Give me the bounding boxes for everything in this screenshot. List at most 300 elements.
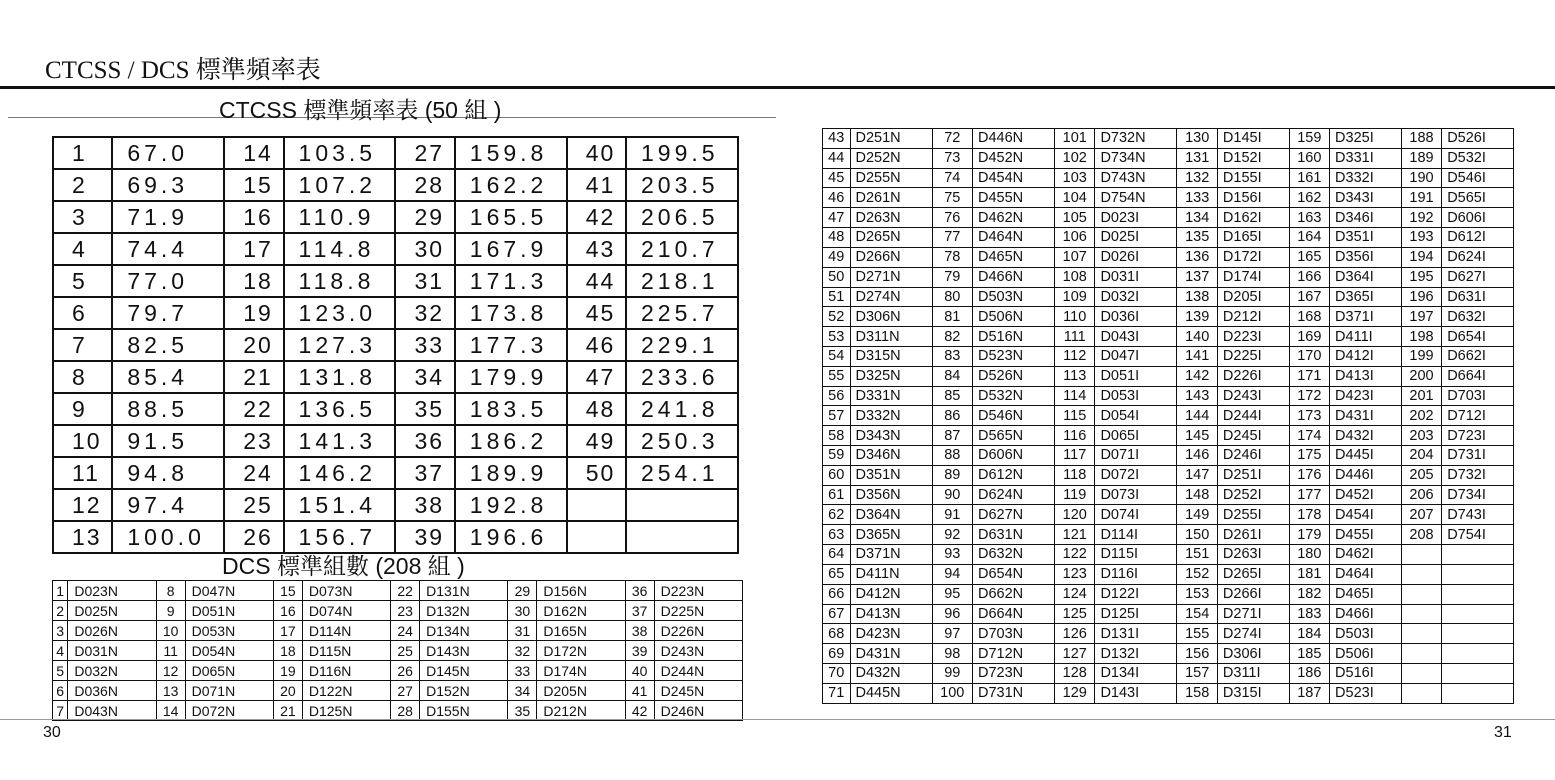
- table-cell-value: 69.3: [112, 169, 224, 201]
- table-cell-value: 74.4: [112, 233, 224, 265]
- table-cell-value: [1442, 683, 1514, 703]
- table-cell-index: 155: [1177, 624, 1217, 644]
- table-cell-value: D754I: [1442, 525, 1514, 545]
- table-cell-index: 203: [1401, 426, 1441, 446]
- table-cell-value: D212I: [1217, 307, 1289, 327]
- table-row: [53, 233, 738, 265]
- table-cell-index: 52: [823, 307, 851, 327]
- table-cell-index: 60: [823, 465, 851, 485]
- table-cell-index: 28: [391, 701, 420, 721]
- table-cell-value: D165N: [537, 621, 625, 641]
- table-cell-index: 202: [1401, 406, 1441, 426]
- table-cell-value: D047N: [185, 581, 273, 601]
- table-cell-index: 69: [823, 644, 851, 664]
- table-cell-value: D546N: [972, 406, 1054, 426]
- table-cell-value: D734N: [1095, 148, 1177, 168]
- table-cell-index: 18: [224, 265, 283, 297]
- table-cell-index: 192: [1401, 208, 1441, 228]
- table-cell-index: 83: [932, 346, 972, 366]
- table-cell-value: D255N: [850, 168, 932, 188]
- table-cell-value: D131N: [420, 581, 508, 601]
- table-cell-index: 56: [823, 386, 851, 406]
- table-row: [823, 287, 1514, 307]
- table-cell-index: 197: [1401, 307, 1441, 327]
- table-cell-value: D455I: [1330, 525, 1402, 545]
- table-cell-index: 106: [1055, 228, 1095, 248]
- table-cell-value: 179.9: [455, 361, 567, 393]
- table-cell-index: 93: [932, 545, 972, 565]
- table-cell-index: 189: [1401, 148, 1441, 168]
- table-cell-value: D465I: [1330, 584, 1402, 604]
- table-row: [823, 327, 1514, 347]
- table-cell-index: 15: [224, 169, 283, 201]
- table-cell-value: 103.5: [284, 137, 396, 169]
- table-cell-index: 160: [1289, 148, 1329, 168]
- table-cell-index: 50: [823, 267, 851, 287]
- table-cell-index: 172: [1289, 386, 1329, 406]
- table-cell-index: 181: [1289, 564, 1329, 584]
- table-cell-value: D265N: [850, 228, 932, 248]
- table-cell-index: 154: [1177, 604, 1217, 624]
- table-cell-index: 36: [395, 425, 454, 457]
- table-cell-index: 103: [1055, 168, 1095, 188]
- table-cell-value: D346N: [850, 446, 932, 466]
- table-cell-value: D723N: [972, 663, 1054, 683]
- table-cell-index: 2: [53, 169, 112, 201]
- table-cell-value: D226N: [654, 621, 742, 641]
- table-cell-value: D315N: [850, 346, 932, 366]
- table-cell-index: 166: [1289, 267, 1329, 287]
- table-cell-value: 196.6: [455, 521, 567, 553]
- table-cell-index: 35: [395, 393, 454, 425]
- table-cell-value: D252N: [850, 148, 932, 168]
- table-cell-index: 45: [823, 168, 851, 188]
- table-cell-value: [1442, 564, 1514, 584]
- table-cell-value: D143I: [1095, 683, 1177, 703]
- table-cell-value: D664N: [972, 604, 1054, 624]
- table-row: [823, 446, 1514, 466]
- table-cell-index: 22: [391, 581, 420, 601]
- table-cell-index: 109: [1055, 287, 1095, 307]
- table-cell-index: 153: [1177, 584, 1217, 604]
- table-cell-value: D026N: [68, 621, 156, 641]
- table-cell-value: D654N: [972, 564, 1054, 584]
- table-cell-index: 84: [932, 366, 972, 386]
- table-cell-index: 23: [391, 601, 420, 621]
- table-cell-value: D251I: [1217, 465, 1289, 485]
- table-cell-value: 233.6: [626, 361, 738, 393]
- table-cell-value: 67.0: [112, 137, 224, 169]
- table-cell-index: 104: [1055, 188, 1095, 208]
- table-cell-index: 142: [1177, 366, 1217, 386]
- table-cell-index: 140: [1177, 327, 1217, 347]
- table-cell-index: 130: [1177, 129, 1217, 149]
- table-cell-value: D132N: [420, 601, 508, 621]
- table-cell-index: 67: [823, 604, 851, 624]
- table-cell-index: 10: [156, 621, 185, 641]
- table-cell-value: D452N: [972, 148, 1054, 168]
- table-cell-value: D315I: [1217, 683, 1289, 703]
- table-cell-value: D054N: [185, 641, 273, 661]
- table-cell-index: 45: [567, 297, 626, 329]
- table-cell-value: 91.5: [112, 425, 224, 457]
- table-cell-value: D446I: [1330, 465, 1402, 485]
- table-row: [53, 701, 743, 721]
- table-cell-index: 116: [1055, 426, 1095, 446]
- table-cell-index: 23: [224, 425, 283, 457]
- table-cell-value: D631N: [972, 525, 1054, 545]
- table-cell-index: 47: [567, 361, 626, 393]
- table-cell-index: 182: [1289, 584, 1329, 604]
- table-cell-value: D371N: [850, 545, 932, 565]
- table-cell-index: 110: [1055, 307, 1095, 327]
- table-cell-index: 38: [625, 621, 654, 641]
- table-cell-value: 171.3: [455, 265, 567, 297]
- table-cell-value: D411N: [850, 564, 932, 584]
- table-row: [823, 148, 1514, 168]
- table-cell-value: [1442, 604, 1514, 624]
- table-cell-index: 156: [1177, 644, 1217, 664]
- table-cell-value: D431I: [1330, 406, 1402, 426]
- table-cell-value: D266I: [1217, 584, 1289, 604]
- table-cell-value: [1442, 663, 1514, 683]
- table-cell-index: 39: [625, 641, 654, 661]
- table-cell-index: [567, 521, 626, 553]
- table-cell-index: 94: [932, 564, 972, 584]
- table-cell-value: D115N: [302, 641, 390, 661]
- table-cell-value: D246N: [654, 701, 742, 721]
- table-cell-index: 118: [1055, 465, 1095, 485]
- table-row: [823, 426, 1514, 446]
- table-cell-index: 12: [53, 489, 112, 521]
- table-cell-value: D446N: [972, 129, 1054, 149]
- table-cell-index: 179: [1289, 525, 1329, 545]
- table-cell-index: 204: [1401, 446, 1441, 466]
- page-number-right: 31: [1494, 724, 1512, 741]
- table-cell-value: D131I: [1095, 624, 1177, 644]
- table-cell-index: 50: [567, 457, 626, 489]
- table-row: [823, 168, 1514, 188]
- table-cell-value: D155I: [1217, 168, 1289, 188]
- table-cell-value: D445N: [850, 683, 932, 703]
- table-cell-index: 48: [567, 393, 626, 425]
- table-cell-index: 76: [932, 208, 972, 228]
- table-cell-value: 131.8: [284, 361, 396, 393]
- table-cell-index: 114: [1055, 386, 1095, 406]
- table-cell-index: 185: [1289, 644, 1329, 664]
- table-cell-value: 186.2: [455, 425, 567, 457]
- table-cell-index: 20: [273, 681, 302, 701]
- table-cell-index: 64: [823, 545, 851, 565]
- table-row: [823, 346, 1514, 366]
- table-cell-index: 12: [156, 661, 185, 681]
- table-cell-index: 21: [224, 361, 283, 393]
- table-cell-index: 26: [391, 661, 420, 681]
- table-cell-value: D226I: [1217, 366, 1289, 386]
- table-cell-index: 47: [823, 208, 851, 228]
- table-cell-value: D032I: [1095, 287, 1177, 307]
- table-cell-index: 29: [508, 581, 537, 601]
- table-cell-value: D546I: [1442, 168, 1514, 188]
- table-cell-value: D343I: [1330, 188, 1402, 208]
- table-cell-value: D466N: [972, 267, 1054, 287]
- table-cell-value: 199.5: [626, 137, 738, 169]
- table-cell-index: 120: [1055, 505, 1095, 525]
- table-row: [823, 228, 1514, 248]
- table-cell-value: [1442, 584, 1514, 604]
- table-cell-index: 14: [156, 701, 185, 721]
- table-cell-index: [567, 489, 626, 521]
- table-cell-value: D343N: [850, 426, 932, 446]
- table-cell-value: D053N: [185, 621, 273, 641]
- table-cell-index: 31: [395, 265, 454, 297]
- table-cell-index: 173: [1289, 406, 1329, 426]
- table-cell-value: D023I: [1095, 208, 1177, 228]
- table-cell-value: D115I: [1095, 545, 1177, 565]
- table-cell-value: 159.8: [455, 137, 567, 169]
- table-cell-value: D703I: [1442, 386, 1514, 406]
- table-cell-value: [626, 489, 738, 521]
- table-cell-value: D743I: [1442, 505, 1514, 525]
- table-cell-value: D265I: [1217, 564, 1289, 584]
- table-row: [823, 465, 1514, 485]
- table-cell-index: 198: [1401, 327, 1441, 347]
- table-cell-value: D306I: [1217, 644, 1289, 664]
- table-cell-index: 6: [53, 681, 68, 701]
- table-cell-value: D664I: [1442, 366, 1514, 386]
- table-cell-value: D432I: [1330, 426, 1402, 446]
- table-cell-value: 141.3: [284, 425, 396, 457]
- table-cell-index: [1401, 604, 1441, 624]
- table-cell-index: 17: [224, 233, 283, 265]
- table-cell-value: D125N: [302, 701, 390, 721]
- table-cell-value: D662I: [1442, 346, 1514, 366]
- table-cell-value: D612N: [972, 465, 1054, 485]
- table-cell-index: 54: [823, 346, 851, 366]
- table-cell-value: D071I: [1095, 446, 1177, 466]
- table-cell-value: D703N: [972, 624, 1054, 644]
- table-cell-index: 137: [1177, 267, 1217, 287]
- table-cell-index: 178: [1289, 505, 1329, 525]
- table-row: [823, 584, 1514, 604]
- table-cell-index: 32: [395, 297, 454, 329]
- table-cell-value: [1442, 624, 1514, 644]
- table-cell-index: 42: [625, 701, 654, 721]
- table-cell-index: 174: [1289, 426, 1329, 446]
- table-cell-index: 136: [1177, 247, 1217, 267]
- table-cell-index: 91: [932, 505, 972, 525]
- table-cell-value: D245N: [654, 681, 742, 701]
- table-cell-value: D462N: [972, 208, 1054, 228]
- page-number-left: 30: [43, 724, 61, 741]
- table-cell-value: D031I: [1095, 267, 1177, 287]
- table-cell-value: D356I: [1330, 247, 1402, 267]
- table-cell-index: 105: [1055, 208, 1095, 228]
- table-cell-index: 48: [823, 228, 851, 248]
- table-cell-index: 131: [1177, 148, 1217, 168]
- table-cell-index: 207: [1401, 505, 1441, 525]
- table-cell-value: D325N: [850, 366, 932, 386]
- table-cell-value: 250.3: [626, 425, 738, 457]
- table-cell-index: 22: [224, 393, 283, 425]
- table-cell-value: D631I: [1442, 287, 1514, 307]
- table-cell-value: D712I: [1442, 406, 1514, 426]
- table-cell-index: 24: [224, 457, 283, 489]
- table-cell-index: 187: [1289, 683, 1329, 703]
- table-cell-value: D225I: [1217, 346, 1289, 366]
- table-cell-value: D423N: [850, 624, 932, 644]
- table-cell-index: 102: [1055, 148, 1095, 168]
- table-cell-index: 46: [567, 329, 626, 361]
- table-cell-index: 20: [224, 329, 283, 361]
- table-row: [823, 307, 1514, 327]
- table-cell-value: D261N: [850, 188, 932, 208]
- table-cell-value: D412I: [1330, 346, 1402, 366]
- table-row: [823, 247, 1514, 267]
- table-row: [53, 641, 743, 661]
- table-cell-value: D152I: [1217, 148, 1289, 168]
- table-cell-value: 114.8: [284, 233, 396, 265]
- table-cell-value: D065N: [185, 661, 273, 681]
- table-cell-value: D134I: [1095, 663, 1177, 683]
- table-cell-value: D662N: [972, 584, 1054, 604]
- table-cell-index: 168: [1289, 307, 1329, 327]
- table-cell-value: D156I: [1217, 188, 1289, 208]
- table-row: [823, 644, 1514, 664]
- table-cell-index: 127: [1055, 644, 1095, 664]
- table-cell-index: 159: [1289, 129, 1329, 149]
- table-cell-value: [626, 521, 738, 553]
- table-cell-index: 186: [1289, 663, 1329, 683]
- table-cell-index: 8: [53, 361, 112, 393]
- table-cell-value: D411I: [1330, 327, 1402, 347]
- table-cell-value: 100.0: [112, 521, 224, 553]
- table-cell-value: D452I: [1330, 485, 1402, 505]
- table-cell-value: D346I: [1330, 208, 1402, 228]
- table-cell-value: 192.8: [455, 489, 567, 521]
- table-cell-index: 183: [1289, 604, 1329, 624]
- table-cell-value: D503I: [1330, 624, 1402, 644]
- table-cell-value: D025I: [1095, 228, 1177, 248]
- table-cell-index: 125: [1055, 604, 1095, 624]
- table-cell-index: 122: [1055, 545, 1095, 565]
- table-cell-value: D306N: [850, 307, 932, 327]
- table-cell-value: D134N: [420, 621, 508, 641]
- table-cell-index: 27: [395, 137, 454, 169]
- table-cell-value: D245I: [1217, 426, 1289, 446]
- table-cell-index: 11: [156, 641, 185, 661]
- table-cell-index: 167: [1289, 287, 1329, 307]
- table-cell-value: D565I: [1442, 188, 1514, 208]
- table-cell-index: 21: [273, 701, 302, 721]
- table-cell-value: D132I: [1095, 644, 1177, 664]
- table-cell-index: 199: [1401, 346, 1441, 366]
- table-row: [823, 129, 1514, 149]
- table-cell-index: 24: [391, 621, 420, 641]
- table-cell-index: 96: [932, 604, 972, 624]
- table-cell-value: D606I: [1442, 208, 1514, 228]
- table-cell-value: 173.8: [455, 297, 567, 329]
- table-cell-index: 148: [1177, 485, 1217, 505]
- table-cell-index: [1401, 564, 1441, 584]
- table-row: [53, 581, 743, 601]
- dcs-table-title: DCS 標準組數 (208 組 ): [222, 553, 465, 579]
- table-cell-index: 88: [932, 446, 972, 466]
- table-row: [53, 621, 743, 641]
- table-cell-value: D271I: [1217, 604, 1289, 624]
- table-row: [53, 601, 743, 621]
- table-cell-value: 210.7: [626, 233, 738, 265]
- table-cell-value: D516N: [972, 327, 1054, 347]
- table-cell-index: 191: [1401, 188, 1441, 208]
- table-cell-value: 123.0: [284, 297, 396, 329]
- table-cell-value: D074N: [302, 601, 390, 621]
- table-cell-index: 7: [53, 329, 112, 361]
- table-cell-value: D365N: [850, 525, 932, 545]
- table-cell-index: 5: [53, 265, 112, 297]
- table-cell-index: 36: [625, 581, 654, 601]
- table-cell-index: 61: [823, 485, 851, 505]
- table-cell-value: D431N: [850, 644, 932, 664]
- table-cell-value: D412N: [850, 584, 932, 604]
- table-cell-index: 13: [156, 681, 185, 701]
- table-cell-value: 165.5: [455, 201, 567, 233]
- table-cell-index: [1401, 624, 1441, 644]
- table-cell-value: D331I: [1330, 148, 1402, 168]
- table-cell-index: 3: [53, 201, 112, 233]
- table-cell-index: 53: [823, 327, 851, 347]
- table-cell-value: 156.7: [284, 521, 396, 553]
- table-cell-index: 150: [1177, 525, 1217, 545]
- table-cell-value: D074I: [1095, 505, 1177, 525]
- table-cell-value: D331N: [850, 386, 932, 406]
- table-cell-index: 16: [224, 201, 283, 233]
- table-cell-index: 111: [1055, 327, 1095, 347]
- table-cell-index: 26: [224, 521, 283, 553]
- table-row: [823, 545, 1514, 565]
- table-row: [53, 169, 738, 201]
- table-cell-value: D036I: [1095, 307, 1177, 327]
- table-cell-value: D073I: [1095, 485, 1177, 505]
- table-row: [53, 457, 738, 489]
- table-cell-index: 37: [395, 457, 454, 489]
- table-cell-value: D454N: [972, 168, 1054, 188]
- table-cell-value: D606N: [972, 446, 1054, 466]
- table-cell-value: D565N: [972, 426, 1054, 446]
- table-cell-value: D465N: [972, 247, 1054, 267]
- table-cell-value: D423I: [1330, 386, 1402, 406]
- table-cell-index: 30: [508, 601, 537, 621]
- table-cell-value: D051N: [185, 601, 273, 621]
- table-cell-index: 32: [508, 641, 537, 661]
- table-cell-index: 134: [1177, 208, 1217, 228]
- table-cell-index: 112: [1055, 346, 1095, 366]
- table-row: [53, 201, 738, 233]
- table-cell-index: 158: [1177, 683, 1217, 703]
- table-cell-index: 25: [391, 641, 420, 661]
- table-cell-value: D072N: [185, 701, 273, 721]
- table-cell-index: 99: [932, 663, 972, 683]
- table-cell-value: 254.1: [626, 457, 738, 489]
- table-cell-index: 206: [1401, 485, 1441, 505]
- table-row: [53, 361, 738, 393]
- table-row: [823, 624, 1514, 644]
- table-cell-index: 38: [395, 489, 454, 521]
- page-header-title: CTCSS / DCS 標準頻率表: [45, 57, 321, 84]
- table-cell-index: 190: [1401, 168, 1441, 188]
- table-cell-value: D712N: [972, 644, 1054, 664]
- table-cell-value: D464N: [972, 228, 1054, 248]
